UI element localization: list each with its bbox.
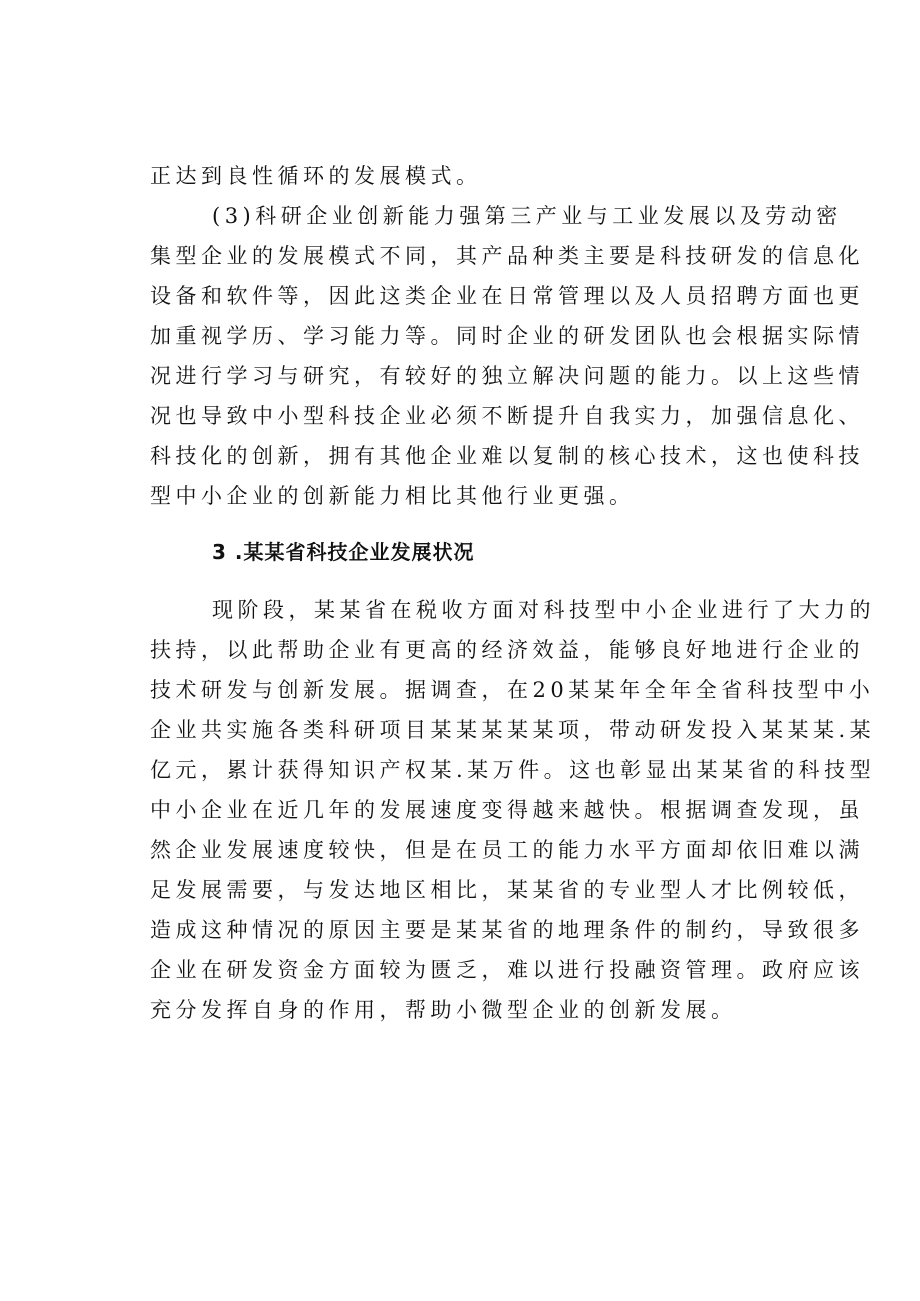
text-line: 加重视学历、学习能力等。同时企业的研发团队也会根据实际情	[150, 324, 864, 348]
document-page	[150, 162, 876, 1036]
text-line: 现阶段，某某省在税收方面对科技型中小企业进行了大力的	[212, 598, 875, 622]
text-line: 亿元，累计获得知识产权某.某万件。这也彰显出某某省的科技型	[150, 758, 876, 782]
text-line: 造成这种情况的原因主要是某某省的地理条件的制约，导致很多	[150, 918, 864, 942]
paragraph-province-status	[150, 596, 876, 1036]
text-line: 型中小企业的创新能力相比其他行业更强。	[150, 484, 635, 508]
paragraph-continuation	[150, 162, 800, 202]
text-line: (3)科研企业创新能力强第三产业与工业发展以及劳动密	[212, 204, 842, 228]
text-line: 然企业发展速度较快，但是在员工的能力水平方面却依旧难以满	[150, 838, 864, 862]
text-line: 企业共实施各类科研项目某某某某某项，带动研发投入某某某.某	[150, 718, 876, 742]
text-line: 况进行学习与研究，有较好的独立解决问题的能力。以上这些情	[150, 364, 864, 388]
text-line: 技术研发与创新发展。据调查，在20某某年全年全省科技型中小	[150, 678, 875, 702]
text-line: 足发展需要，与发达地区相比，某某省的专业型人才比例较低，	[150, 878, 864, 902]
text-line: 中小企业在近几年的发展速度变得越来越快。根据调查发现，虽	[150, 798, 864, 822]
text-line: 科技化的创新，拥有其他企业难以复制的核心技术，这也使科技	[150, 444, 864, 468]
text-line: 设备和软件等，因此这类企业在日常管理以及人员招聘方面也更	[150, 284, 864, 308]
text-line: 况也导致中小型科技企业必须不断提升自我实力，加强信息化、	[150, 404, 864, 428]
text-line: 企业在研发资金方面较为匮乏，难以进行投融资管理。政府应该	[150, 958, 864, 982]
text-line: 充分发挥自身的作用，帮助小微型企业的创新发展。	[150, 998, 737, 1022]
paragraph-innovation-capacity	[150, 202, 864, 522]
text-line: 集型企业的发展模式不同，其产品种类主要是科技研发的信息化	[150, 244, 864, 268]
text-line: 扶持，以此帮助企业有更高的经济效益，能够良好地进行企业的	[150, 638, 864, 662]
section-heading: 3 .某某省科技企业发展状况	[212, 540, 475, 564]
text-line: 正达到良性循环的发展模式。	[150, 164, 482, 188]
